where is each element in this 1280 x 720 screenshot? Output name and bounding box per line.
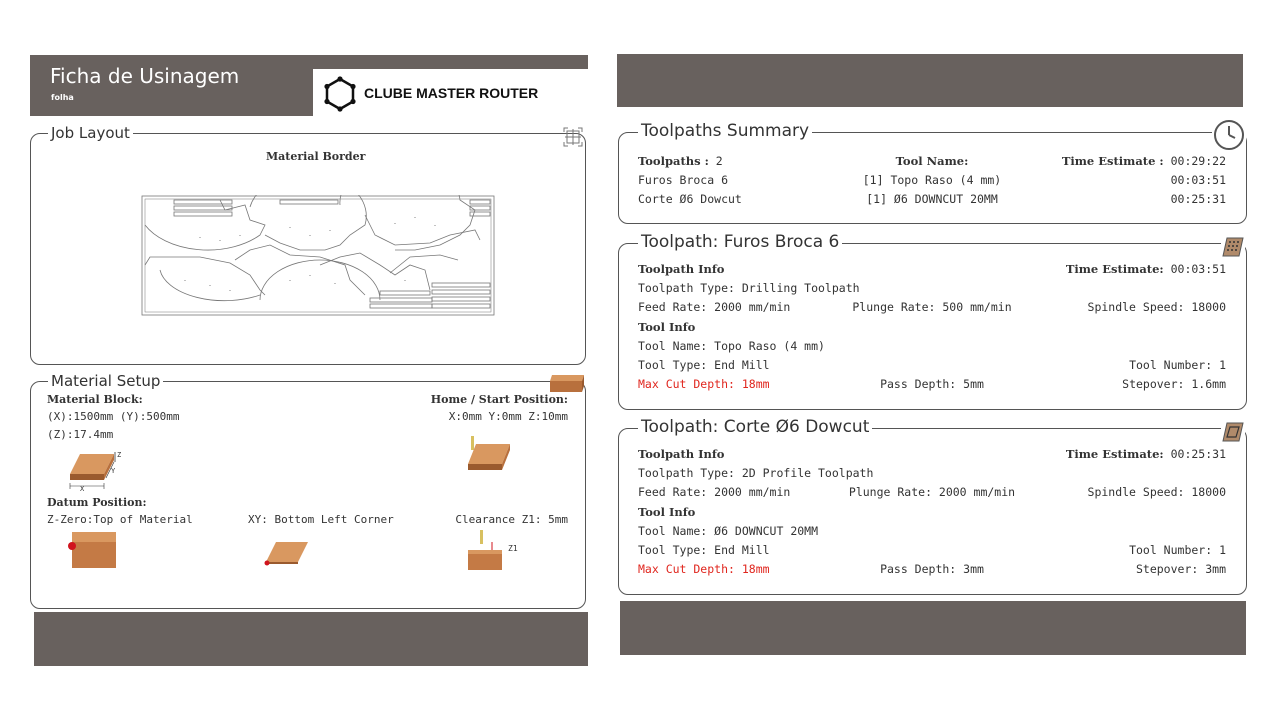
xy-datum-value: XY: Bottom Left Corner (248, 513, 394, 526)
toolpath-time-value: 00:03:51 (1170, 262, 1226, 276)
right-header-bar (617, 54, 1243, 107)
feed-rate: Feed Rate: 2000 mm/min (638, 300, 791, 314)
fit-view-icon[interactable] (563, 127, 583, 151)
tool-name-header: Tool Name: (895, 154, 969, 168)
summary-row-time: 00:25:31 (1170, 192, 1226, 206)
page-subtitle: folha (51, 93, 74, 102)
axis-x-label: X (80, 485, 85, 493)
home-position-value: X:0mm Y:0mm Z:10mm (448, 410, 568, 423)
toolpath-count (638, 154, 723, 168)
tool-name: Tool Name: Ø6 DOWNCUT 20MM (638, 524, 819, 538)
home-position-label: Home / Start Position: (430, 393, 568, 406)
total-time-value: 00:29:22 (1170, 154, 1226, 168)
toolpath-time-value: 00:25:31 (1170, 447, 1226, 461)
tool-info-label: Tool Info (638, 320, 696, 334)
page-title: Ficha de Usinagem (50, 64, 240, 88)
clock-icon (1212, 118, 1246, 156)
hexagon-logo-icon (322, 76, 358, 116)
summary-row-name: Furos Broca 6 (638, 173, 729, 187)
xy-datum-icon (262, 538, 312, 572)
toolpath-type: Toolpath Type: 2D Profile Toolpath (638, 466, 874, 480)
max-cut-depth: Max Cut Depth: 18mm (638, 562, 770, 576)
clearance-value: Clearance Z1: 5mm (455, 513, 568, 526)
axis-y-label: Y (111, 467, 116, 475)
right-footer-bar (620, 601, 1246, 655)
toolpath-time (1020, 447, 1226, 461)
plunge-rate: Plunge Rate: 2000 mm/min (848, 485, 1016, 499)
material-border-label: Material Border (266, 150, 366, 163)
max-cut-depth: Max Cut Depth: 18mm (638, 377, 770, 391)
toolpath-type: Toolpath Type: Drilling Toolpath (638, 281, 860, 295)
pass-depth: Pass Depth: 3mm (880, 562, 984, 576)
drill-toolpath-icon (1221, 236, 1245, 262)
toolpath-time-label: Time Estimate: (1065, 447, 1164, 461)
z-zero-value: Z-Zero:Top of Material (47, 513, 193, 526)
axis-z-label: Z (117, 451, 122, 459)
summary-row-name: Corte Ø6 Dowcut (638, 192, 742, 206)
profile-toolpath-icon (1221, 421, 1245, 447)
feed-rate: Feed Rate: 2000 mm/min (638, 485, 791, 499)
axis-z1-label: Z1 (508, 544, 518, 553)
toolpath-legend: Toolpath: Furos Broca 6 (638, 232, 842, 252)
material-block-dims: (X):1500mm (Y):500mm (47, 410, 180, 423)
spindle-speed: Spindle Speed: 18000 (1087, 300, 1226, 314)
toolpath-count-label: Toolpaths : (638, 154, 709, 168)
total-time-label: Time Estimate : (1061, 154, 1164, 168)
stepover: Stepover: 1.6mm (1122, 377, 1226, 391)
tool-type: Tool Type: End Mill (638, 358, 770, 372)
material-setup-legend: Material Setup (48, 372, 163, 390)
clearance-icon (466, 528, 506, 576)
material-block-z: (Z):17.4mm (47, 428, 114, 441)
summary-row-tool: [1] Topo Raso (4 mm) (862, 173, 1002, 187)
stepover: Stepover: 3mm (1135, 562, 1226, 576)
summary-row-tool: [1] Ø6 DOWNCUT 20MM (866, 192, 998, 206)
tool-number: Tool Number: 1 (1129, 358, 1226, 372)
toolpath-count-value: 2 (715, 154, 723, 168)
left-footer-bar (34, 612, 588, 666)
toolpath-time-label: Time Estimate: (1065, 262, 1164, 276)
summary-row-time: 00:03:51 (1170, 173, 1226, 187)
tool-number: Tool Number: 1 (1129, 543, 1226, 557)
job-layout-legend: Job Layout (48, 124, 133, 142)
material-block-label: Material Block: (47, 393, 143, 406)
tool-type: Tool Type: End Mill (638, 543, 770, 557)
spindle-speed: Spindle Speed: 18000 (1087, 485, 1226, 499)
toolpath-info-label: Toolpath Info (638, 447, 725, 461)
logo-text: CLUBE MASTER ROUTER (364, 85, 539, 101)
plunge-rate: Plunge Rate: 500 mm/min (852, 300, 1012, 314)
pass-depth: Pass Depth: 5mm (880, 377, 984, 391)
toolpath-legend: Toolpath: Corte Ø6 Dowcut (638, 417, 872, 437)
home-position-icon (466, 436, 512, 478)
toolpath-info-label: Toolpath Info (638, 262, 725, 276)
toolpath-time (1020, 262, 1226, 276)
datum-position-label: Datum Position: (47, 496, 147, 509)
z-zero-icon (64, 530, 120, 576)
tool-info-label: Tool Info (638, 505, 696, 519)
toolpaths-summary-legend: Toolpaths Summary (638, 121, 812, 141)
job-layout-preview (140, 195, 496, 321)
total-time (1020, 154, 1226, 168)
tool-name: Tool Name: Topo Raso (4 mm) (638, 339, 825, 353)
